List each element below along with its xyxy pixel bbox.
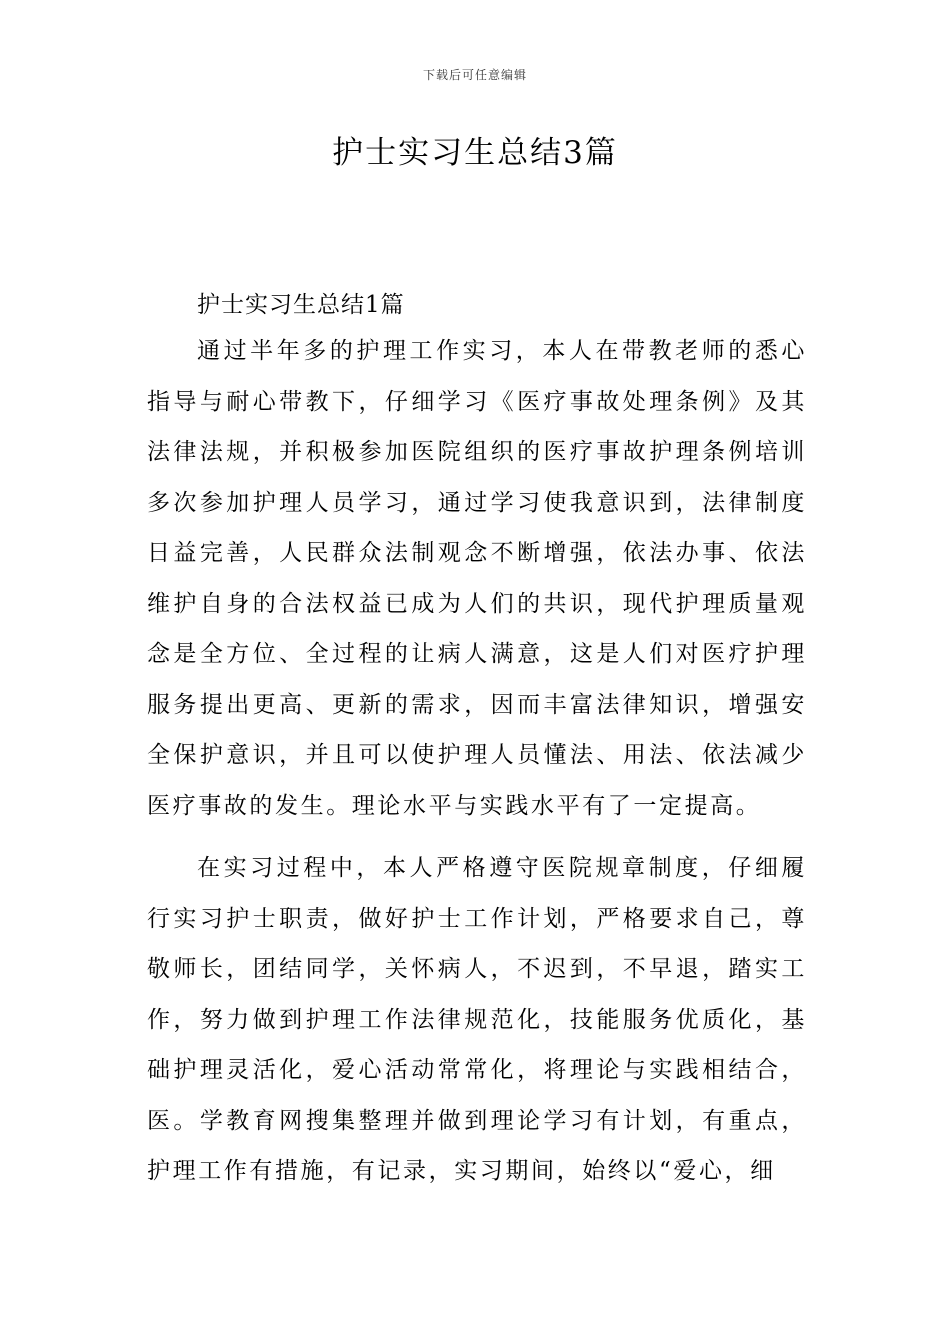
paragraph-2: 在实习过程中，本人严格遵守医院规章制度，仔细履行实习护士职责，做好护士工作计划，严格要求自己，尊敬师长，团结同学，关怀病人，不迟到，不早退，踏实工作，努力做到护理工作法律规范化，技能服务优质化，基础护理灵活化，爱心活动常常化，将理论与实践相结合，医。学教育网搜集整理并做到理论学习有计划，有重点，护理工作有措施，有记录，实习期间，始终以“爱心，细 [147,855,807,1184]
paragraph-1: 通过半年多的护理工作实习，本人在带教老师的悉心指导与耐心带教下，仔细学习《医疗事故处理条例》及其法律法规，并积极参加医院组织的医疗事故护理条例培训多次参加护理人员学习，通过学习使我意识到，法律制度日益完善，人民群众法制观念不断增强，依法办事、依法维护自身的合法权益已成为人们的共识，现代护理质量观念是全方位、全过程的让病人满意，这是人们对医疗护理服务提出更高、更新的需求，因而丰富法律知识，增强安全保护意识，并且可以使护理人员懂法、用法、依法减少医疗事故的发生。理论水平与实践水平有了一定提高。 [147,338,807,819]
header-note: 下载后可任意编辑 [422,68,527,82]
section-heading: 护士实习生总结1篇 [197,292,405,318]
document-title: 护士实习生总结3篇 [332,135,618,171]
